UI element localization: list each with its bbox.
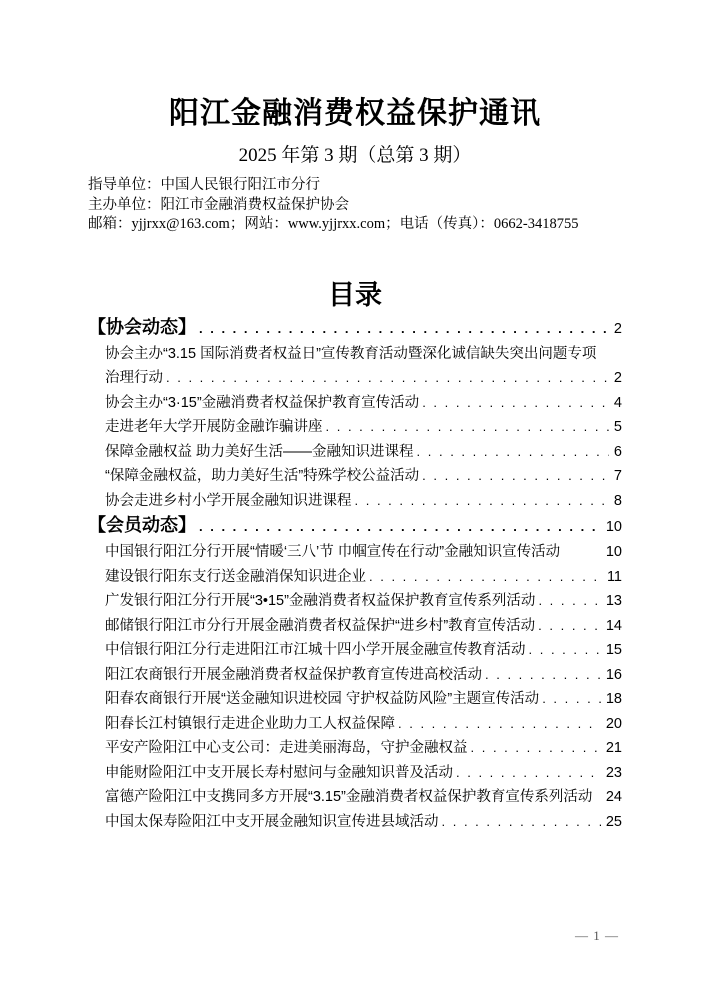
toc-entry-text: 邮储银行阳江市分行开展金融消费者权益保护“进乡村”教育宣传活动	[105, 617, 536, 634]
publisher-info-line: 邮箱：yjjrxx@163.com；网站：www.yjjrxx.com；电话（传真）：0662-3418755	[88, 216, 579, 232]
doc-title: 阳江金融消费权益保护通讯	[169, 97, 541, 130]
dot-leader	[422, 391, 609, 416]
toc-page-number: 21	[605, 740, 622, 756]
toc-item	[88, 810, 622, 835]
toc-entry-text: 阳江农商银行开展金融消费者权益保护教育宣传进高校活动	[105, 666, 482, 683]
dot-leader	[199, 514, 601, 539]
dot-leader	[542, 687, 601, 712]
toc-item	[88, 614, 622, 639]
toc-page-number: 2	[613, 320, 622, 337]
publisher-info-block	[88, 176, 622, 235]
toc-entry-text: 阳春农商银行开展“送金融知识进校园 守护权益防风险”主题宣传活动	[105, 691, 540, 707]
toc-page-number: 16	[605, 666, 622, 683]
toc-entry-text: 治理行动	[105, 370, 163, 386]
toc-title: 目录	[328, 279, 382, 310]
toc-entry-text: 协会主办“3·15”金融消费者权益保护教育宣传活动	[105, 394, 420, 411]
dot-leader	[166, 366, 609, 391]
toc-item	[88, 565, 622, 590]
toc-entry-text: “保障金融权益，助力美好生活”特殊学校公益活动	[105, 468, 420, 484]
toc-section-heading	[88, 513, 622, 540]
toc-item	[88, 589, 622, 614]
toc-page-number: 25	[605, 813, 622, 830]
toc-item	[88, 415, 622, 440]
toc-item	[88, 712, 622, 737]
dot-leader	[398, 712, 601, 737]
toc-entry-text: 中国太保寿险阳江中支开展金融知识宣传进县域活动	[105, 813, 439, 830]
dot-leader	[456, 761, 601, 786]
dot-leader	[442, 810, 601, 835]
toc-entry-text: 【会员动态】	[88, 515, 196, 535]
dot-leader	[422, 464, 609, 489]
toc-entry-text: 走进老年大学开展防金融诈骗讲座	[105, 419, 323, 435]
dot-leader	[538, 614, 601, 639]
dot-leader	[355, 489, 609, 514]
toc-entry-text: 富德产险阳江中支携同多方开展“3.15”金融消费者权益保护教育宣传系列活动	[105, 789, 593, 805]
toc-item	[88, 366, 622, 391]
dot-leader	[471, 736, 601, 761]
toc-page-number: 8	[613, 492, 622, 509]
toc-item	[88, 687, 622, 712]
toc-item	[88, 663, 622, 688]
toc-item	[88, 464, 622, 489]
footer-page-number: — 1 —	[575, 928, 619, 943]
toc-list	[88, 315, 622, 835]
toc-item	[88, 736, 622, 761]
toc-entry-text-wrapped: 协会主办“3.15 国际消费者权益日”宣传教育活动暨深化诚信缺失突出问题专项	[105, 345, 597, 362]
toc-entry-text: 建设银行阳东支行送金融消保知识进企业	[105, 568, 366, 585]
toc-entry-text: 中信银行阳江分行走进阳江市江城十四小学开展金融宣传教育活动	[105, 642, 526, 658]
toc-entry-text: 申能财险阳江中支开展长寿村慰问与金融知识普及活动	[105, 764, 453, 781]
toc-page-number: 7	[613, 468, 622, 484]
dot-leader	[417, 440, 609, 465]
toc-item	[88, 391, 622, 416]
toc-page-number: 14	[605, 617, 622, 634]
toc-entry-text: 广发银行阳江分行开展“3•15”金融消费者权益保护教育宣传系列活动	[105, 593, 536, 609]
toc-entry-text: 协会走进乡村小学开展金融知识进课程	[105, 492, 352, 509]
dot-leader	[485, 663, 601, 688]
toc-item	[88, 540, 622, 565]
toc-page-number: 11	[606, 568, 622, 585]
toc-page-number: 5	[613, 419, 622, 435]
toc-page-number: 18	[605, 691, 622, 707]
toc-entry-text: 平安产险阳江中心支公司：走进美丽海岛，守护金融权益	[105, 740, 468, 756]
toc-page-number: 13	[605, 593, 622, 609]
toc-entry-text: 保障金融权益 助力美好生活——金融知识进课程	[105, 443, 414, 460]
publisher-info-line: 指导单位：中国人民银行阳江市分行	[88, 177, 320, 193]
dot-leader	[538, 589, 600, 614]
toc-page-number: 20	[605, 715, 622, 732]
toc-item	[88, 761, 622, 786]
toc-item	[88, 440, 622, 465]
dot-leader	[529, 638, 601, 663]
publisher-info-line: 主办单位：阳江市金融消费权益保护协会	[88, 196, 349, 213]
toc-page-number: 15	[605, 642, 622, 658]
toc-entry-text: 中国银行阳江分行开展“情暖‘三八’节 巾帼宣传在行动”金融知识宣传活动	[105, 544, 561, 560]
dot-leader	[369, 565, 602, 590]
toc-page-number: 2	[613, 370, 622, 386]
toc-page-number: 10	[605, 519, 622, 535]
toc-page-number: 4	[613, 394, 622, 411]
toc-page-number: 6	[613, 443, 622, 460]
toc-section-heading	[88, 315, 622, 342]
issue-line: 2025 年第 3 期（总第 3 期）	[238, 145, 472, 166]
toc-item	[88, 638, 622, 663]
toc-item	[88, 785, 622, 810]
dot-leader	[326, 415, 609, 440]
toc-entry-text: 【协会动态】	[88, 316, 196, 337]
toc-entry-text: 阳春长江村镇银行走进企业助力工人权益保障	[105, 715, 395, 732]
dot-leader	[199, 316, 609, 341]
toc-page-number: 24	[605, 789, 622, 805]
toc-item	[88, 489, 622, 514]
toc-page-number: 23	[605, 764, 622, 781]
toc-page-number: 10	[605, 544, 622, 560]
